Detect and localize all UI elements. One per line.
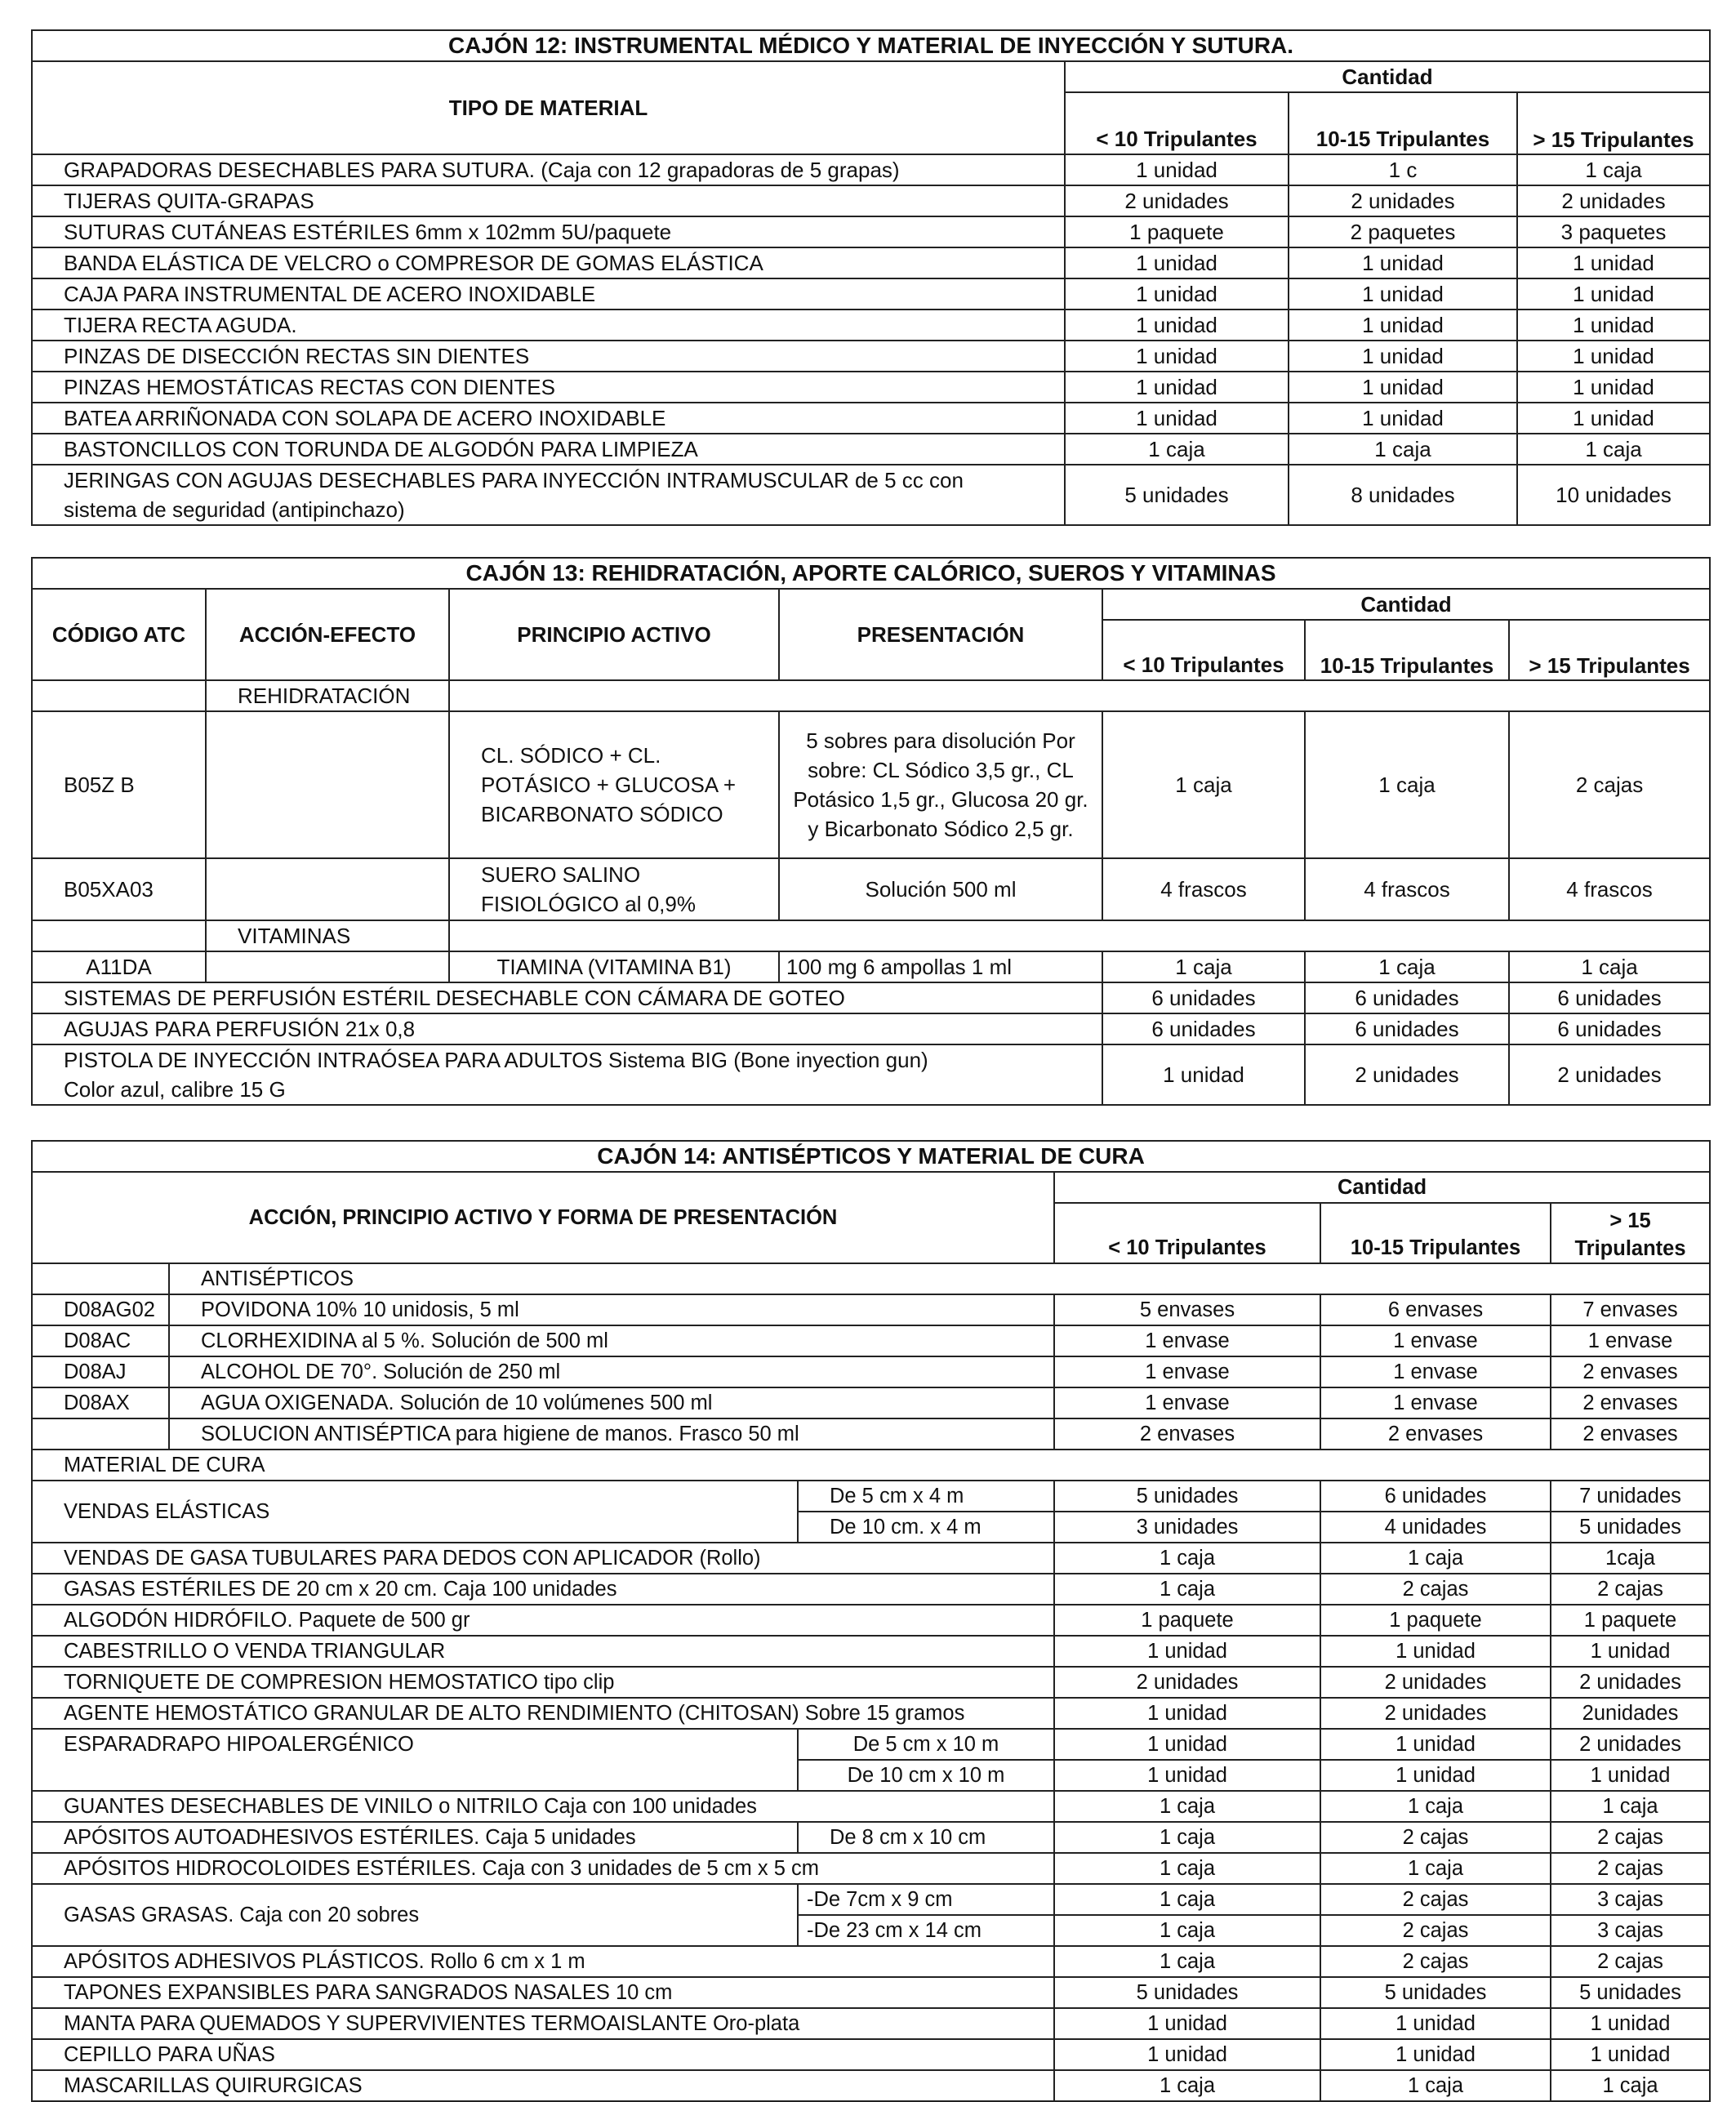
item-name: TORNIQUETE DE COMPRESION HEMOSTATICO tipo clip [32, 1667, 1054, 1698]
table-row [32, 1418, 1710, 1450]
qty-10-15: 2 unidades [1305, 1044, 1509, 1105]
table-row [32, 1294, 1710, 1325]
qty-gt15: 4 frascos [1509, 858, 1710, 920]
item-name: GUANTES DESECHABLES DE VINILO o NITRILO Caja con 100 unidades [32, 1791, 1054, 1822]
qty-gt15: 1caja [1551, 1543, 1710, 1574]
col-header-lt10: < 10 Tripulantes [1102, 620, 1305, 680]
section-rehidratacion: REHIDRATACIÓN [206, 680, 449, 711]
table-row [32, 434, 1710, 465]
qty-lt10: 1 unidad [1065, 278, 1289, 310]
item-name: TIJERA RECTA AGUDA. [32, 310, 1065, 341]
col-header-gt15: > 15 Tripulantes [1551, 1203, 1710, 1263]
qty-lt10: 1 unidad [1065, 372, 1289, 403]
atc-code: D08AJ [32, 1356, 169, 1387]
col-header-10-15: 10-15 Tripulantes [1320, 1203, 1551, 1263]
qty-10-15: 1 unidad [1289, 341, 1517, 372]
qty-lt10: 1 unidad [1054, 2008, 1320, 2039]
qty-10-15: 1 envase [1320, 1325, 1551, 1356]
qty-gt15: 7 envases [1551, 1294, 1710, 1325]
table-row [32, 310, 1710, 341]
table-row [32, 2039, 1710, 2070]
qty-10-15: 1 unidad [1289, 278, 1517, 310]
item-name: APÓSITOS ADHESIVOS PLÁSTICOS. Rollo 6 cm x 1 m [32, 1946, 1054, 1977]
table-row [32, 1977, 1710, 2008]
qty-10-15: 1 envase [1320, 1387, 1551, 1418]
qty-10-15: 1 caja [1320, 1853, 1551, 1884]
qty-lt10: 2 envases [1054, 1418, 1320, 1450]
table-row [32, 278, 1710, 310]
atc-code: A11DA [32, 951, 206, 982]
qty-10-15: 1 caja [1305, 711, 1509, 858]
qty-10-15: 1 caja [1320, 1543, 1551, 1574]
qty-lt10: 1 caja [1054, 1791, 1320, 1822]
qty-10-15: 2 unidades [1320, 1667, 1551, 1698]
presentacion: Solución 500 ml [779, 858, 1102, 920]
item-name: CLORHEXIDINA al 5 %. Solución de 500 ml [169, 1325, 1054, 1356]
qty-10-15: 6 unidades [1320, 1481, 1551, 1512]
qty-10-15: 2 cajas [1320, 1915, 1551, 1946]
item-name: AGENTE HEMOSTÁTICO GRANULAR DE ALTO RENDIMIENTO (CHITOSAN) Sobre 15 gramos [32, 1698, 1054, 1729]
item-name: ALGODÓN HIDRÓFILO. Paquete de 500 gr [32, 1605, 1054, 1636]
qty-lt10: 1 caja [1054, 1543, 1320, 1574]
qty-gt15: 1 unidad [1517, 247, 1710, 278]
section-material-cura: MATERIAL DE CURA [32, 1450, 1710, 1481]
qty-10-15: 6 unidades [1305, 1013, 1509, 1044]
item-name: SUTURAS CUTÁNEAS ESTÉRILES 6mm x 102mm 5U/paquete [32, 216, 1065, 247]
qty-lt10: 1 envase [1054, 1356, 1320, 1387]
qty-lt10: 5 unidades [1065, 465, 1289, 525]
qty-gt15: 1 caja [1551, 1791, 1710, 1822]
item-name: PINZAS HEMOSTÁTICAS RECTAS CON DIENTES [32, 372, 1065, 403]
item-size: -De 23 cm x 14 cm [798, 1915, 1054, 1946]
qty-gt15: 1 unidad [1517, 278, 1710, 310]
qty-lt10: 1 unidad [1054, 1760, 1320, 1791]
qty-10-15: 1 unidad [1289, 247, 1517, 278]
col-header-principio: PRINCIPIO ACTIVO [449, 589, 779, 680]
qty-lt10: 1 unidad [1102, 1044, 1305, 1105]
atc-code: D08AG02 [32, 1294, 169, 1325]
item-size: De 10 cm. x 4 m [798, 1512, 1054, 1543]
table-row [32, 465, 1710, 525]
qty-lt10: 1 unidad [1054, 1636, 1320, 1667]
table-cajon-13 [31, 557, 1711, 1106]
qty-lt10: 1 caja [1054, 2070, 1320, 2101]
qty-10-15: 2 cajas [1320, 1884, 1551, 1915]
atc-code: D08AC [32, 1325, 169, 1356]
qty-lt10: 6 unidades [1102, 982, 1305, 1013]
qty-10-15: 1 paquete [1320, 1605, 1551, 1636]
table-row [32, 1605, 1710, 1636]
qty-lt10: 3 unidades [1054, 1512, 1320, 1543]
item-name: AGUA OXIGENADA. Solución de 10 volúmenes 500 ml [169, 1387, 1054, 1418]
qty-lt10: 5 unidades [1054, 1977, 1320, 2008]
atc-code: B05XA03 [32, 858, 206, 920]
qty-gt15: 2 unidades [1509, 1044, 1710, 1105]
qty-lt10: 1 caja [1054, 1853, 1320, 1884]
qty-gt15: 1 unidad [1517, 310, 1710, 341]
qty-lt10: 1 caja [1054, 1574, 1320, 1605]
qty-gt15: 2 cajas [1551, 1946, 1710, 1977]
col-header-10-15: 10-15 Tripulantes [1305, 620, 1509, 680]
qty-10-15: 6 unidades [1305, 982, 1509, 1013]
item-name: SOLUCION ANTISÉPTICA para higiene de manos. Frasco 50 ml [169, 1418, 1054, 1450]
qty-gt15: 2 cajas [1509, 711, 1710, 858]
table-row [32, 1946, 1710, 1977]
qty-gt15: 2 cajas [1551, 1853, 1710, 1884]
item-name: MASCARILLAS QUIRURGICAS [32, 2070, 1054, 2101]
table-row [32, 1698, 1710, 1729]
col-header-lt10: < 10 Tripulantes [1054, 1203, 1320, 1263]
qty-10-15: 4 frascos [1305, 858, 1509, 920]
item-name: BANDA ELÁSTICA DE VELCRO o COMPRESOR DE GOMAS ELÁSTICA [32, 247, 1065, 278]
qty-lt10: 6 unidades [1102, 1013, 1305, 1044]
qty-lt10: 1 caja [1054, 1884, 1320, 1915]
item-name: BATEA ARRIÑONADA CON SOLAPA DE ACERO INOXIDABLE [32, 403, 1065, 434]
item-name: AGUJAS PARA PERFUSIÓN 21x 0,8 [32, 1013, 1102, 1044]
item-name: PISTOLA DE INYECCIÓN INTRAÓSEA PARA ADULTOS Sistema BIG (Bone inyection gun) Color azul, calibre 15 G [32, 1044, 1102, 1105]
table-row [32, 403, 1710, 434]
col-header-gt15: > 15 Tripulantes [1517, 92, 1710, 154]
qty-gt15: 2 cajas [1551, 1574, 1710, 1605]
qty-gt15: 2unidades [1551, 1698, 1710, 1729]
qty-lt10: 1 caja [1054, 1822, 1320, 1853]
qty-gt15: 1 unidad [1517, 341, 1710, 372]
qty-10-15: 2 unidades [1320, 1698, 1551, 1729]
item-name: GASAS ESTÉRILES DE 20 cm x 20 cm. Caja 100 unidades [32, 1574, 1054, 1605]
col-header-cantidad: Cantidad [1102, 589, 1710, 620]
col-header-10-15: 10-15 Tripulantes [1289, 92, 1517, 154]
atc-code: B05Z B [32, 711, 206, 858]
table-row [32, 1387, 1710, 1418]
item-size: De 8 cm x 10 cm [798, 1822, 1054, 1853]
qty-lt10: 1 unidad [1065, 403, 1289, 434]
qty-gt15: 2 envases [1551, 1387, 1710, 1418]
principio-activo: CL. SÓDICO + CL. POTÁSICO + GLUCOSA + BICARBONATO SÓDICO [449, 711, 779, 858]
qty-10-15: 2 unidades [1289, 185, 1517, 216]
qty-gt15: 1 unidad [1517, 372, 1710, 403]
cura-rows-2 [32, 1946, 1710, 2101]
qty-gt15: 1 unidad [1551, 2008, 1710, 2039]
table-row [32, 1325, 1710, 1356]
item-name: VENDAS ELÁSTICAS [32, 1481, 798, 1543]
qty-gt15: 1 caja [1551, 2070, 1710, 2101]
table-row [32, 2070, 1710, 2101]
table-row [32, 1543, 1710, 1574]
qty-10-15: 1 caja [1305, 951, 1509, 982]
qty-gt15: 2 unidades [1551, 1667, 1710, 1698]
qty-lt10: 1 unidad [1065, 154, 1289, 185]
qty-lt10: 1 envase [1054, 1387, 1320, 1418]
qty-10-15: 6 envases [1320, 1294, 1551, 1325]
qty-gt15: 2 unidades [1517, 185, 1710, 216]
qty-gt15: 2 envases [1551, 1418, 1710, 1450]
qty-gt15: 3 cajas [1551, 1884, 1710, 1915]
principio-activo: SUERO SALINO FISIOLÓGICO al 0,9% [449, 858, 779, 920]
qty-lt10: 1 paquete [1065, 216, 1289, 247]
section-antisepticos: ANTISÉPTICOS [169, 1263, 1710, 1294]
qty-10-15: 2 envases [1320, 1418, 1551, 1450]
qty-gt15: 6 unidades [1509, 982, 1710, 1013]
qty-lt10: 1 caja [1102, 951, 1305, 982]
table-row [32, 216, 1710, 247]
item-name: CEPILLO PARA UÑAS [32, 2039, 1054, 2070]
qty-10-15: 5 unidades [1320, 1977, 1551, 2008]
table-row [32, 1636, 1710, 1667]
qty-gt15: 3 paquetes [1517, 216, 1710, 247]
qty-gt15: 1 unidad [1551, 2039, 1710, 2070]
item-name: TIJERAS QUITA-GRAPAS [32, 185, 1065, 216]
qty-10-15: 1 unidad [1289, 403, 1517, 434]
principio-activo: TIAMINA (VITAMINA B1) [449, 951, 779, 982]
table-cajon-14 [31, 1140, 1711, 2102]
col-header-gt15: > 15 Tripulantes [1509, 620, 1710, 680]
table-row [32, 185, 1710, 216]
qty-10-15: 2 paquetes [1289, 216, 1517, 247]
col-header-cantidad: Cantidad [1065, 61, 1710, 92]
qty-10-15: 1 caja [1320, 1791, 1551, 1822]
col-header-lt10: < 10 Tripulantes [1065, 92, 1289, 154]
qty-gt15: 2 envases [1551, 1356, 1710, 1387]
qty-gt15: 1 paquete [1551, 1605, 1710, 1636]
item-name: ALCOHOL DE 70°. Solución de 250 ml [169, 1356, 1054, 1387]
table-row [32, 1667, 1710, 1698]
item-name: GRAPADORAS DESECHABLES PARA SUTURA. (Caja con 12 grapadoras de 5 grapas) [32, 154, 1065, 185]
table-row [32, 341, 1710, 372]
qty-gt15: 5 unidades [1551, 1512, 1710, 1543]
qty-gt15: 7 unidades [1551, 1481, 1710, 1512]
table-title: CAJÓN 14: ANTISÉPTICOS Y MATERIAL DE CURA [32, 1141, 1710, 1172]
qty-lt10: 5 unidades [1054, 1481, 1320, 1512]
qty-10-15: 1 unidad [1320, 1760, 1551, 1791]
qty-gt15: 3 cajas [1551, 1915, 1710, 1946]
col-header-accion: ACCIÓN, PRINCIPIO ACTIVO Y FORMA DE PRESENTACIÓN [32, 1172, 1054, 1263]
table-row [32, 1574, 1710, 1605]
qty-10-15: 2 cajas [1320, 1574, 1551, 1605]
antisepticos-rows [32, 1294, 1710, 1450]
qty-lt10: 1 caja [1054, 1946, 1320, 1977]
document-page [31, 29, 1709, 2102]
item-name: APÓSITOS HIDROCOLOIDES ESTÉRILES. Caja con 3 unidades de 5 cm x 5 cm [32, 1853, 1054, 1884]
item-size: De 10 cm x 10 m [798, 1760, 1054, 1791]
presentacion: 5 sobres para disolución Por sobre: CL Sódico 3,5 gr., CL Potásico 1,5 gr., Glucosa 20 gr. y Bicarbonato Sódico 2,5 gr. [779, 711, 1102, 858]
table-row [32, 154, 1710, 185]
qty-10-15: 4 unidades [1320, 1512, 1551, 1543]
qty-10-15: 1 unidad [1289, 372, 1517, 403]
qty-gt15: 1 unidad [1517, 403, 1710, 434]
item-name: APÓSITOS AUTOADHESIVOS ESTÉRILES. Caja 5 unidades [32, 1822, 798, 1853]
qty-lt10: 2 unidades [1065, 185, 1289, 216]
qty-10-15: 1 unidad [1320, 2039, 1551, 2070]
qty-lt10: 2 unidades [1054, 1667, 1320, 1698]
qty-gt15: 1 caja [1509, 951, 1710, 982]
qty-10-15: 1 unidad [1320, 1636, 1551, 1667]
qty-gt15: 5 unidades [1551, 1977, 1710, 2008]
qty-lt10: 1 unidad [1065, 247, 1289, 278]
qty-lt10: 4 frascos [1102, 858, 1305, 920]
qty-10-15: 1 caja [1289, 434, 1517, 465]
table-row [32, 372, 1710, 403]
qty-lt10: 1 paquete [1054, 1605, 1320, 1636]
col-header-accion: ACCIÓN-EFECTO [206, 589, 449, 680]
qty-gt15: 10 unidades [1517, 465, 1710, 525]
qty-lt10: 1 caja [1054, 1915, 1320, 1946]
qty-10-15: 1 caja [1320, 2070, 1551, 2101]
col-header-atc: CÓDIGO ATC [32, 589, 206, 680]
item-name: BASTONCILLOS CON TORUNDA DE ALGODÓN PARA LIMPIEZA [32, 434, 1065, 465]
atc-code [32, 1418, 169, 1450]
col-header-presentacion: PRESENTACIÓN [779, 589, 1102, 680]
qty-lt10: 1 caja [1065, 434, 1289, 465]
item-size: De 5 cm x 4 m [798, 1481, 1054, 1512]
section-vitaminas: VITAMINAS [206, 920, 449, 951]
qty-gt15: 2 unidades [1551, 1729, 1710, 1760]
table-body [32, 154, 1710, 525]
item-name: TAPONES EXPANSIBLES PARA SANGRADOS NASALES 10 cm [32, 1977, 1054, 2008]
presentacion: 100 mg 6 ampollas 1 ml [779, 951, 1102, 982]
qty-lt10: 1 envase [1054, 1325, 1320, 1356]
qty-lt10: 1 unidad [1054, 1698, 1320, 1729]
item-name: VENDAS DE GASA TUBULARES PARA DEDOS CON APLICADOR (Rollo) [32, 1543, 1054, 1574]
table-cajon-12 [31, 29, 1711, 526]
qty-gt15: 2 cajas [1551, 1822, 1710, 1853]
item-name: CABESTRILLO O VENDA TRIANGULAR [32, 1636, 1054, 1667]
qty-10-15: 2 cajas [1320, 1822, 1551, 1853]
qty-10-15: 1 c [1289, 154, 1517, 185]
qty-10-15: 1 unidad [1320, 2008, 1551, 2039]
qty-10-15: 1 unidad [1289, 310, 1517, 341]
item-name: MANTA PARA QUEMADOS Y SUPERVIVIENTES TERMOAISLANTE Oro-plata [32, 2008, 1054, 2039]
qty-10-15: 1 envase [1320, 1356, 1551, 1387]
cura-rows [32, 1543, 1710, 1729]
item-name: GASAS GRASAS. Caja con 20 sobres [32, 1884, 798, 1946]
item-size: De 5 cm x 10 m [798, 1729, 1054, 1760]
qty-gt15: 1 unidad [1551, 1760, 1710, 1791]
col-header-cantidad: Cantidad [1054, 1172, 1710, 1203]
item-name: ESPARADRAPO HIPOALERGÉNICO [32, 1729, 798, 1791]
qty-10-15: 1 unidad [1320, 1729, 1551, 1760]
col-header-tipo: TIPO DE MATERIAL [32, 61, 1065, 154]
atc-code: D08AX [32, 1387, 169, 1418]
item-name: SISTEMAS DE PERFUSIÓN ESTÉRIL DESECHABLE CON CÁMARA DE GOTEO [32, 982, 1102, 1013]
qty-lt10: 1 caja [1102, 711, 1305, 858]
table-title: CAJÓN 12: INSTRUMENTAL MÉDICO Y MATERIAL DE INYECCIÓN Y SUTURA. [32, 30, 1710, 61]
qty-gt15: 1 unidad [1551, 1636, 1710, 1667]
item-name: PINZAS DE DISECCIÓN RECTAS SIN DIENTES [32, 341, 1065, 372]
qty-gt15: 1 caja [1517, 154, 1710, 185]
qty-lt10: 1 unidad [1054, 1729, 1320, 1760]
qty-lt10: 1 unidad [1054, 2039, 1320, 2070]
item-name: POVIDONA 10% 10 unidosis, 5 ml [169, 1294, 1054, 1325]
table-row [32, 247, 1710, 278]
item-name: JERINGAS CON AGUJAS DESECHABLES PARA INYECCIÓN INTRAMUSCULAR de 5 cc con sistema de seguridad (antipinchazo) [32, 465, 1065, 525]
table-title: CAJÓN 13: REHIDRATACIÓN, APORTE CALÓRICO, SUEROS Y VITAMINAS [32, 558, 1710, 589]
qty-10-15: 2 cajas [1320, 1946, 1551, 1977]
item-name: CAJA PARA INSTRUMENTAL DE ACERO INOXIDABLE [32, 278, 1065, 310]
qty-gt15: 1 caja [1517, 434, 1710, 465]
qty-lt10: 1 unidad [1065, 341, 1289, 372]
qty-lt10: 5 envases [1054, 1294, 1320, 1325]
qty-gt15: 6 unidades [1509, 1013, 1710, 1044]
qty-lt10: 1 unidad [1065, 310, 1289, 341]
table-row [32, 1356, 1710, 1387]
qty-10-15: 8 unidades [1289, 465, 1517, 525]
table-row [32, 2008, 1710, 2039]
qty-gt15: 1 envase [1551, 1325, 1710, 1356]
item-size: -De 7cm x 9 cm [798, 1884, 1054, 1915]
